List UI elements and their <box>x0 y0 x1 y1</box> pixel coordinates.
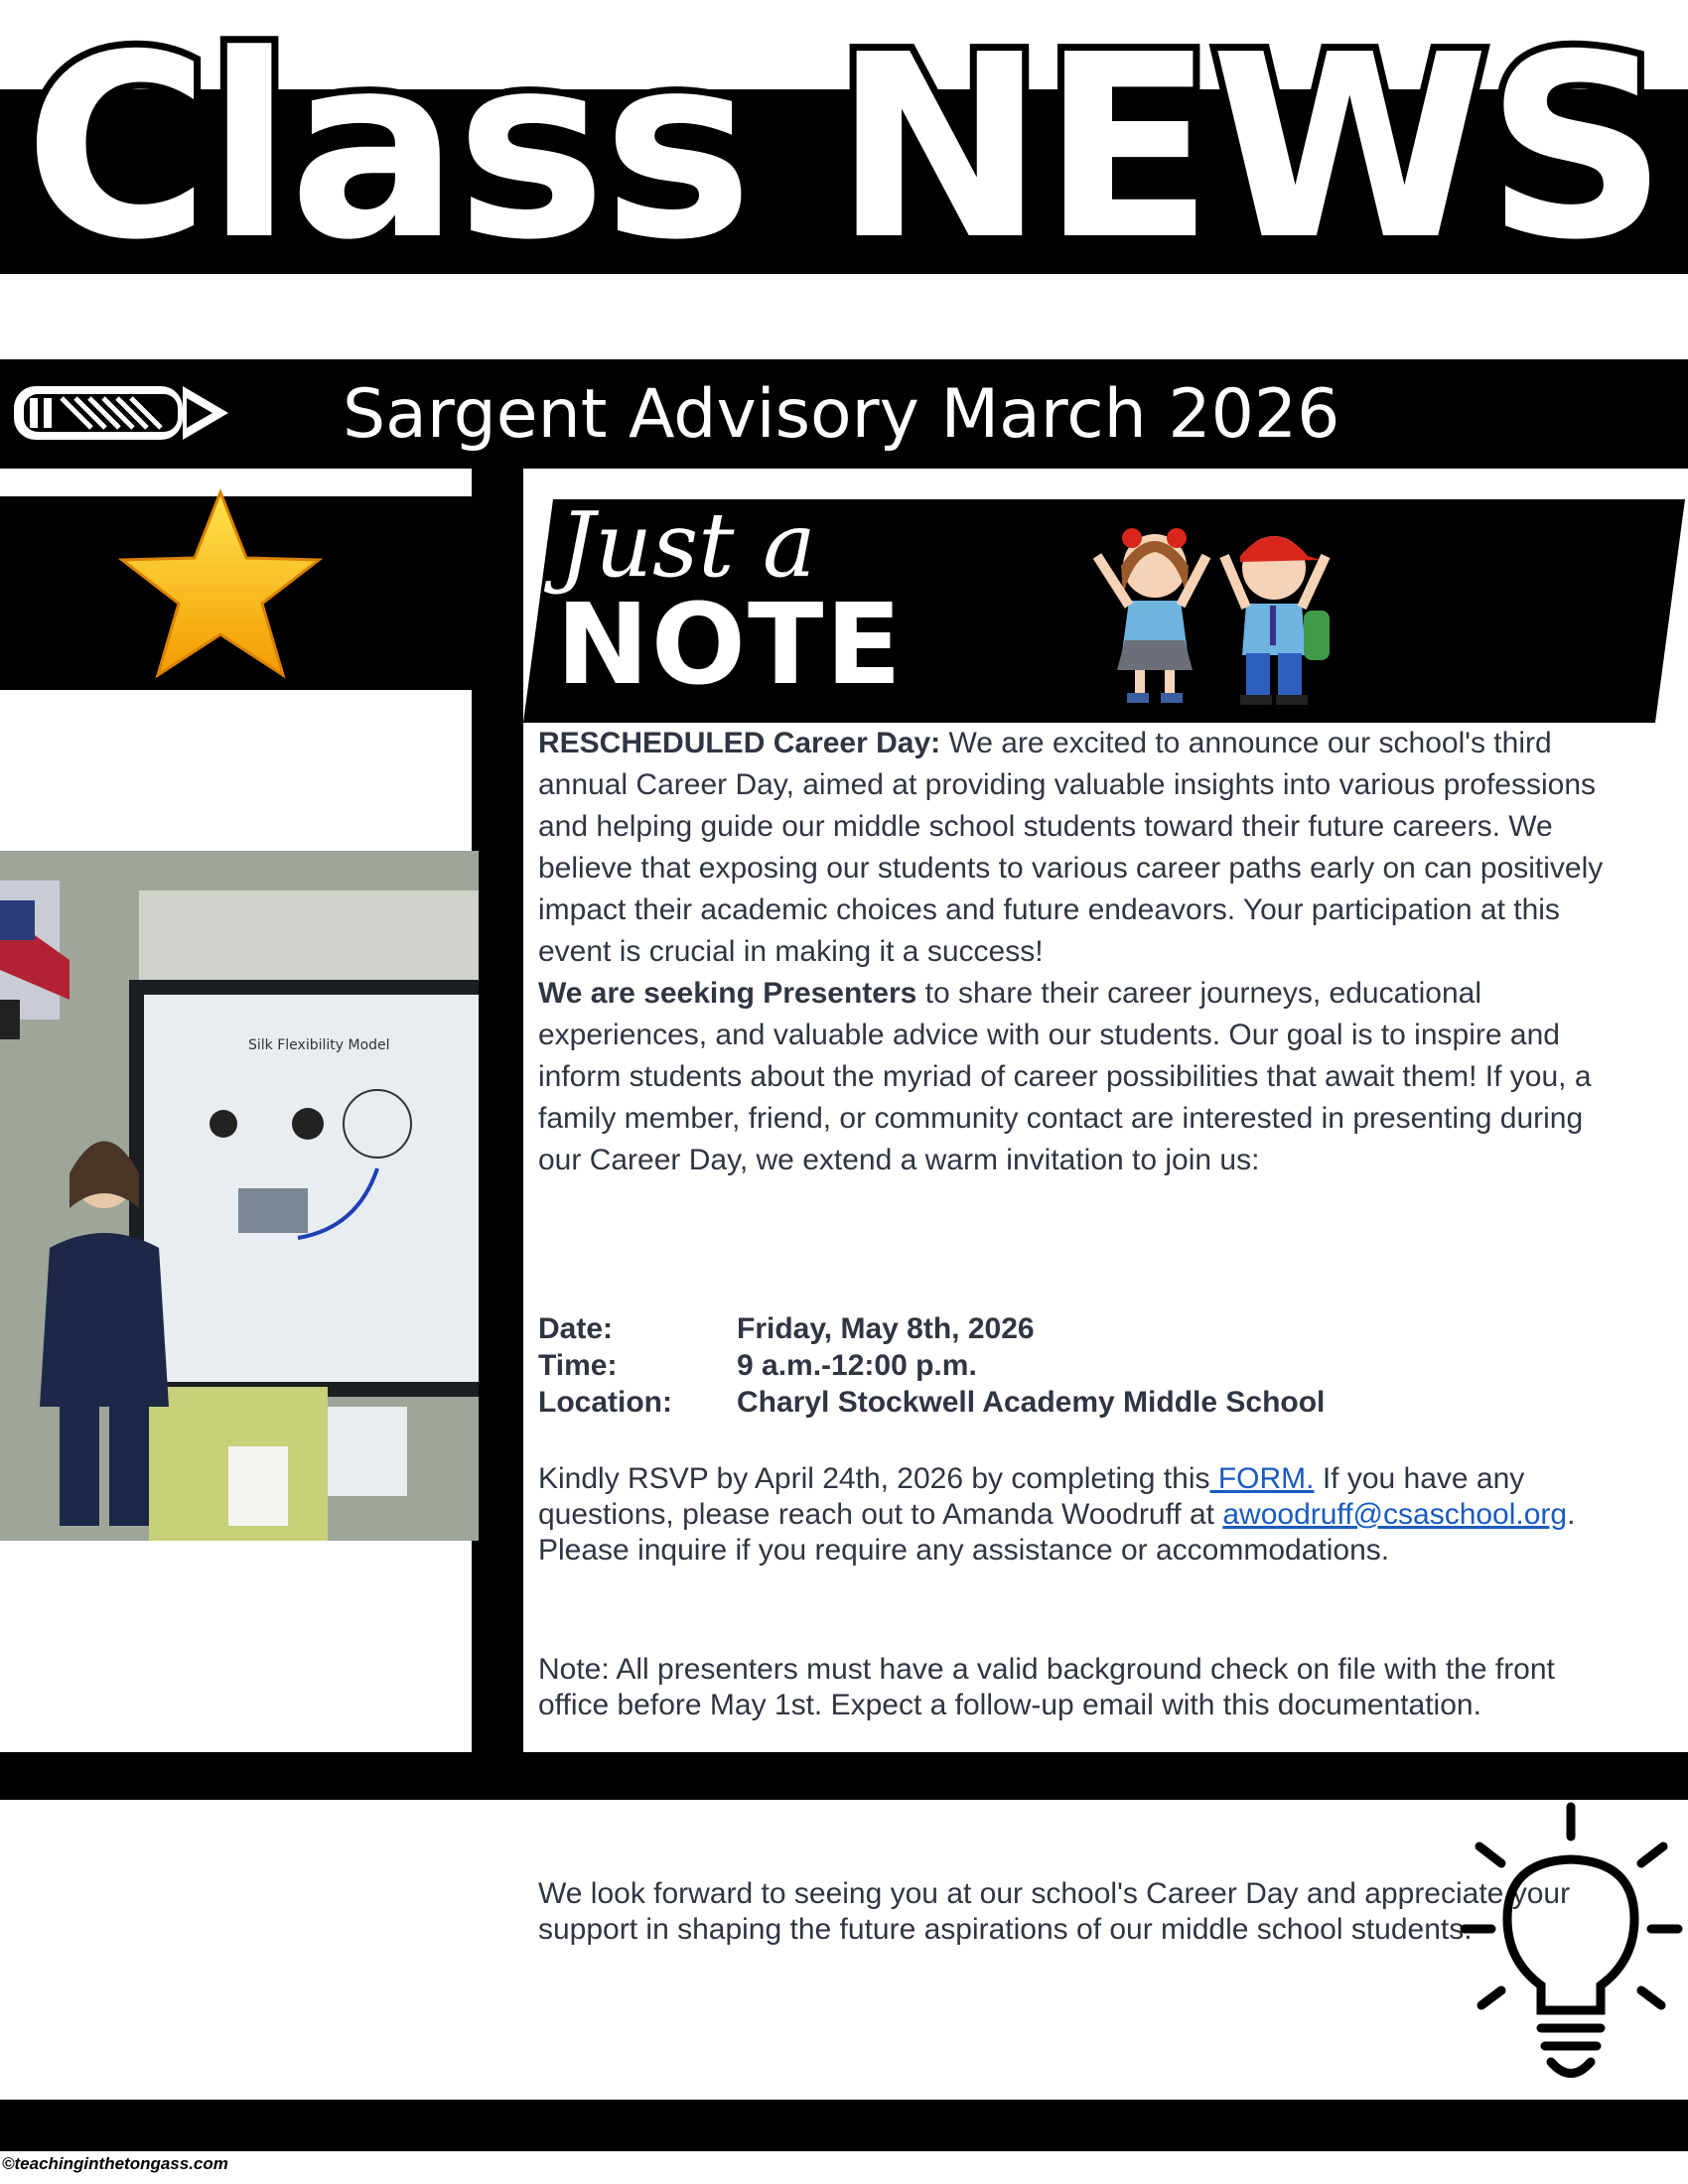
presenters-lead: We are seeking Presenters <box>538 977 917 1010</box>
closing-message: We look forward to seeing you at our school's Career Day and appreciate your support in shaping the future aspirations of our middle school students. <box>538 1877 1571 1946</box>
time-label: Time: <box>538 1349 618 1382</box>
date-value: Friday, May 8th, 2026 <box>737 1312 1035 1345</box>
background-check-note: Note: All presenters must have a valid background check on file with the front office before May 1st. Expect a follow-up email with this documentation. <box>538 1653 1555 1721</box>
rsvp-closing-text: . Please inquire if you require any assistance or accommodations. <box>538 1498 1576 1567</box>
newsletter-subtitle: Sargent Advisory March 2026 <box>343 375 1340 454</box>
article-body <box>538 723 1620 1181</box>
event-details <box>538 1310 1325 1421</box>
location-label: Location: <box>538 1386 672 1419</box>
note-script-heading: Just a <box>559 493 816 598</box>
event-date-row <box>538 1310 1325 1347</box>
copyright-text: ©teachinginthetongass.com <box>2 2154 228 2173</box>
center-divider <box>472 469 523 1759</box>
masthead-title: Class NEWS <box>24 1 1664 296</box>
note-title: NOTE <box>556 581 904 710</box>
contact-email-link[interactable]: awoodruff@csaschool.org <box>1222 1498 1568 1531</box>
bottom-divider-band <box>0 1752 1688 1800</box>
presenters-paragraph <box>538 973 1620 1181</box>
kids-illustration <box>1077 516 1350 710</box>
rsvp-paragraph <box>538 1461 1620 1569</box>
svg-text:Silk Flexibility Model: Silk Flexibility Model <box>248 1037 390 1053</box>
career-day-lead: RESCHEDULED Career Day: <box>538 727 941 759</box>
time-value: 9 a.m.-12:00 p.m. <box>737 1349 977 1382</box>
location-value: Charyl Stockwell Academy Middle School <box>737 1386 1326 1419</box>
career-day-paragraph <box>538 723 1620 973</box>
rsvp-form-link[interactable]: FORM. <box>1209 1462 1315 1495</box>
event-location-row <box>538 1384 1325 1421</box>
rsvp-text: Kindly RSVP by April 24th, 2026 by completing this <box>538 1462 1210 1495</box>
event-time-row <box>538 1347 1325 1384</box>
career-day-text: We are excited to announce our school's third annual Career Day, aimed at providing valuable insights into various professions and helping guide our middle school students toward their future careers. We believe that exposing our students to various career paths early on can positively impact their academic choices and future endeavors. Your participation at this event is crucial in making it a success! <box>538 727 1604 968</box>
rsvp-contact-text: If you have any questions, please reach out to Amanda Woodruff at <box>538 1462 1525 1531</box>
classroom-photo <box>0 851 479 1541</box>
pencil-icon <box>10 382 233 444</box>
presenters-text: to share their career journeys, educational experiences, and valuable advice with our students. Our goal is to inspire and inform students about the myriad of career possibilities that await them! If you, a family member, friend, or community contact are interested in presenting during our Career Day, we extend a warm invitation to join us: <box>538 977 1592 1176</box>
star-icon <box>114 486 328 685</box>
lightbulb-icon <box>1460 1802 1683 2090</box>
footer-band <box>0 2100 1688 2151</box>
date-label: Date: <box>538 1312 614 1345</box>
